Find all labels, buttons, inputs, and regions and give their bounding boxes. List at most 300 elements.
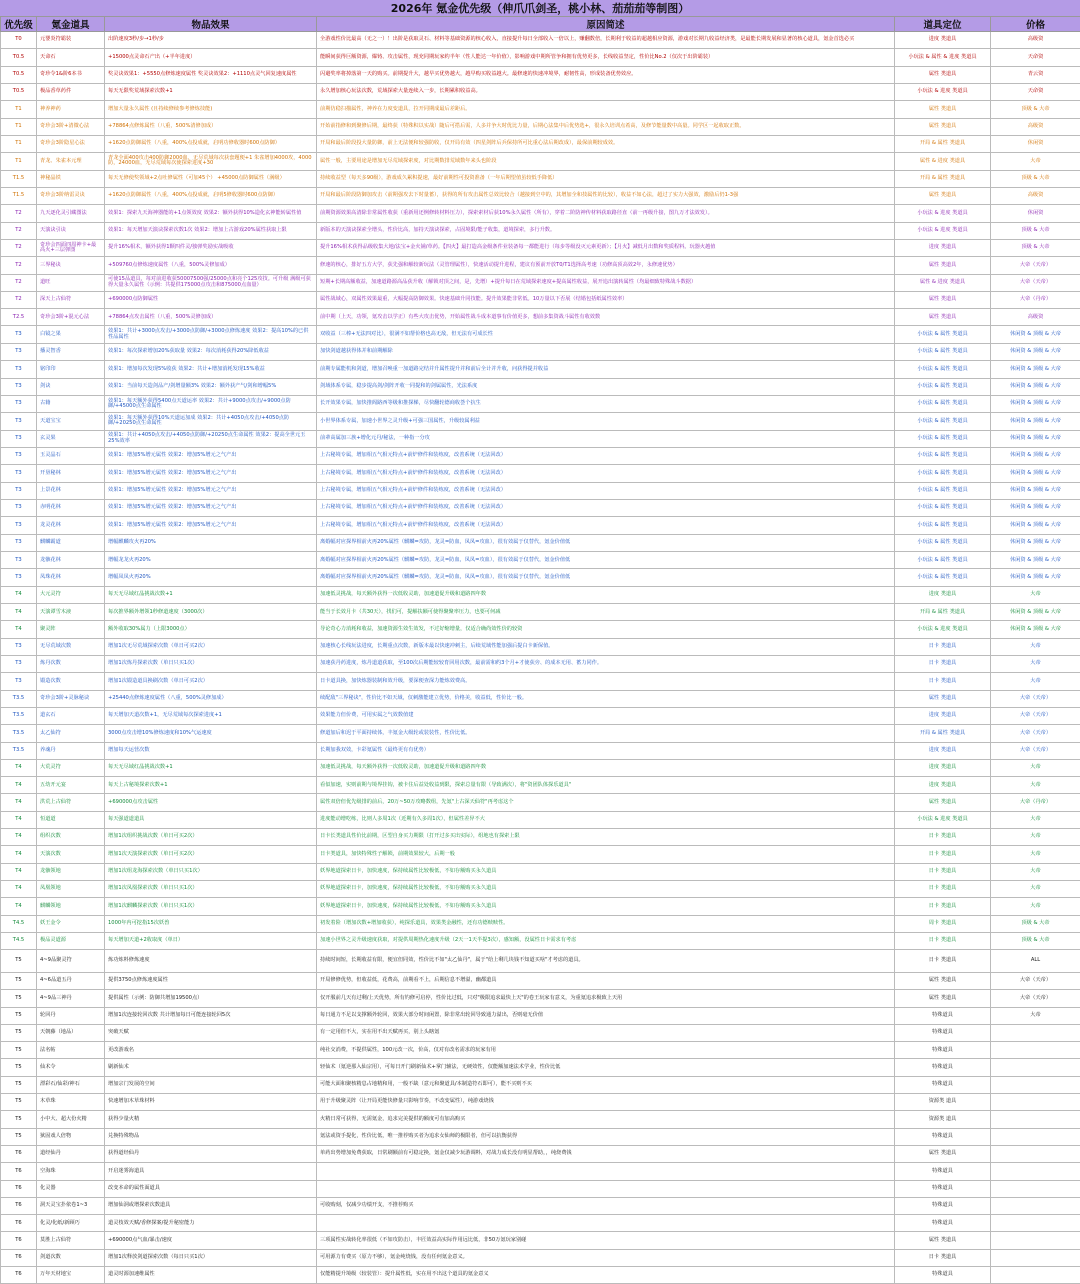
- price-cell: 大帝（天帝）: [991, 742, 1080, 759]
- reason-cell: 修道加后和迟于平面持续体，丰氪金大级轮或装装性，性价比低。: [317, 725, 895, 742]
- priority-cell: T5: [1, 950, 37, 973]
- item-name-cell: 古籍: [37, 395, 105, 412]
- position-cell: 属性 类道具: [895, 187, 991, 204]
- reason-cell: 加速小世界之灵升级速度获取，对提供周期热化速度升级（2天一1天半提3次），感知额，没属性日卡需求有考虑: [317, 932, 895, 949]
- table-row: [1, 309, 1080, 326]
- priority-cell: T3.5: [1, 742, 37, 759]
- reason-cell: 纯社交消费，不提供属性，100元改一次，价高，仅对有改名需求的玩家有用: [317, 1042, 895, 1059]
- item-name-cell: 凤凰领地: [37, 880, 105, 897]
- item-name-cell: 洪荒上古仙符: [37, 794, 105, 811]
- item-name-cell: 炼丹次数: [37, 656, 105, 673]
- reason-cell: 导论奇心力消耗和收益，加速资源生效生效发，不过好缩增量，仅适合确尚效性价的较资: [317, 621, 895, 638]
- priority-cell: T4: [1, 829, 37, 846]
- priority-cell: T5: [1, 1128, 37, 1145]
- priority-cell: T3: [1, 673, 37, 690]
- priority-cell: T2: [1, 222, 37, 239]
- effect-cell: 每天增加天道次数+1，无尽荒域每次探索进度+1: [105, 707, 317, 724]
- position-cell: 小玩法 & 属性 类道具: [895, 447, 991, 464]
- table-row: [1, 66, 1080, 83]
- reason-cell: 上古秘境专属，增加相五气相元特点+前炉修件和装练度，改善系统（无法回改）: [317, 482, 895, 499]
- item-name-cell: 极品香草药件: [37, 84, 105, 101]
- item-name-cell: 道旺: [37, 274, 105, 291]
- effect-cell: 每天无尽域红晶挑战次数+1: [105, 586, 317, 603]
- table-row: [1, 690, 1080, 707]
- table-row: [1, 673, 1080, 690]
- priority-cell: T3: [1, 569, 37, 586]
- table-row: [1, 343, 1080, 360]
- item-name-cell: 播灵智香: [37, 343, 105, 360]
- reason-cell: 有一定用但不大，实在用不出天赋再买，别上头瞎氪: [317, 1024, 895, 1041]
- priority-cell: T2: [1, 205, 37, 222]
- reason-cell: 加快剑道越获得体并和前期解除: [317, 343, 895, 360]
- priority-cell: T3: [1, 430, 37, 447]
- priority-cell: T1: [1, 135, 37, 152]
- effect-cell: 道灵时源加速维属性: [105, 1267, 317, 1284]
- price-cell: 大帝: [991, 586, 1080, 603]
- effect-cell: 效果1：每次探索增加20%获取量 效果2：每次消耗获得20%降低收益: [105, 343, 317, 360]
- effect-cell: 增加1次连接轮回次数 共计增加每日可能连接轮回5次: [105, 1007, 317, 1024]
- price-cell: 大帝（天帝）: [991, 972, 1080, 989]
- price-cell: 高级资: [991, 309, 1080, 326]
- table-row: [1, 378, 1080, 395]
- table-row: [1, 972, 1080, 989]
- reason-cell: 上古秘境专属，增加相五气相元特点+前炉修件和装练度，改善系统（无法回改）: [317, 500, 895, 517]
- position-cell: 特殊道具: [895, 1163, 991, 1180]
- effect-cell: 增幅麒麟攻火再20%: [105, 534, 317, 551]
- reason-cell: 前期仿稳扫描属性，神养在力度变道具，拉开同期成最后差距后。: [317, 101, 895, 118]
- reason-cell: 仅能精提升境级（较装管）：提升属性低，实在用不出这个道具的氪金意义: [317, 1267, 895, 1284]
- table-row: [1, 1128, 1080, 1145]
- item-name-cell: 天命石: [37, 49, 105, 66]
- effect-cell: 效果1：增加5%增元属性 效果2：增加5%增元之气产出: [105, 465, 317, 482]
- position-cell: 属性 类道具: [895, 990, 991, 1007]
- effect-cell: +690000点防御属性: [105, 291, 317, 308]
- priority-cell: T0.5: [1, 66, 37, 83]
- header-effect: 物品效果: [105, 17, 317, 32]
- position-cell: 小玩法 & 属性 类道具: [895, 534, 991, 551]
- effect-cell: 提升16%相术，额外获得1颗四件灵/独弹奖励实战吸收: [105, 239, 317, 256]
- price-cell: 大帝（丹帝）: [991, 291, 1080, 308]
- reason-cell: [317, 1215, 895, 1232]
- effect-cell: 1000年内可挖指15次妖兽: [105, 915, 317, 932]
- reason-cell: 仅开服前几天有过剩/上天优势，所有钓修可启停，性价比过低，只对"极限追求最快上天"的卷王玩家有意义，为重氪追求极致上天用: [317, 990, 895, 1007]
- table-row: [1, 465, 1080, 482]
- effect-cell: 出阶速度3秒/步→1秒/步: [105, 32, 317, 49]
- reason-cell: 永久增加核心玩法次数，荒域探索大量连续入一步，长期累积收益高。: [317, 84, 895, 101]
- position-cell: 特殊道具: [895, 1215, 991, 1232]
- table-row: [1, 482, 1080, 499]
- item-name-cell: 法名帖: [37, 1042, 105, 1059]
- table-row: [1, 1042, 1080, 1059]
- priority-cell: T5: [1, 990, 37, 1007]
- item-name-cell: 4~9品三神丹: [37, 990, 105, 1007]
- item-name-cell: 天演次数: [37, 846, 105, 863]
- item-name-cell: 奇珍会四面四周神卡+最高火+三层弹图: [37, 239, 105, 256]
- effect-cell: 效果1：每天额外获得5400点天道运率 效果2：共计+9000点攻击/+9000点防御/+45000点生命属性: [105, 395, 317, 412]
- item-name-cell: 天演诀引诀: [37, 222, 105, 239]
- effect-cell: 增加大量永久属性 (且持续修续参考修炼技能): [105, 101, 317, 118]
- priority-cell: T5: [1, 972, 37, 989]
- effect-cell: 增加1次麒麟探索次数（单日只买1次）: [105, 898, 317, 915]
- position-cell: 小玩法 & 属性 类道具: [895, 465, 991, 482]
- effect-cell: 效果1：增加每次发现5%收获 效果2：共计+增加消耗发现15%收益: [105, 361, 317, 378]
- table-row: [1, 759, 1080, 776]
- reason-cell: 剑域体系专属，稳步提高剑/剑阵开收一同提和的剑属属性，光法系度: [317, 378, 895, 395]
- table-row: [1, 1145, 1080, 1162]
- position-cell: 小玩法 & 属性 类道具: [895, 413, 991, 430]
- item-name-cell: 开垦秘林: [37, 465, 105, 482]
- table-row: [1, 500, 1080, 517]
- price-cell: 大帝: [991, 777, 1080, 794]
- item-name-cell: 奇珍会3阶隐星心法: [37, 135, 105, 152]
- header-position: 道具定位: [895, 17, 991, 32]
- position-cell: 小玩法 & 属性 类道具: [895, 343, 991, 360]
- reason-cell: 离婚幅对应探界相前火再20%属性（麒麟=攻防，龙灵=防血，凤凤=攻血），很有效属于仅替代，氪金价值低: [317, 569, 895, 586]
- reason-cell: 妖界地道探索日卡，加快速度，保持续属性比较极低，不如存额购买永久道具: [317, 898, 895, 915]
- table-row: [1, 707, 1080, 724]
- price-cell: 大帝（丹帝）: [991, 794, 1080, 811]
- price-cell: [991, 1215, 1080, 1232]
- price-cell: 休闲资 & 顶级 & 大帝: [991, 413, 1080, 430]
- table-row: [1, 534, 1080, 551]
- priority-cell: T2: [1, 274, 37, 291]
- table-row: [1, 153, 1080, 170]
- price-cell: 大帝（天帝）: [991, 690, 1080, 707]
- table-row: [1, 552, 1080, 569]
- position-cell: 日卡 类道具: [895, 898, 991, 915]
- table-row: [1, 135, 1080, 152]
- price-cell: [991, 1111, 1080, 1128]
- reason-cell: 日卡道具换，加快炼器装制和效升级，要深便查深力能炼效费高。: [317, 673, 895, 690]
- item-name-cell: 道玄石: [37, 707, 105, 724]
- priority-cell: T3.5: [1, 690, 37, 707]
- reason-cell: 长期加我双效，卡彩氪属性（最终更有有优势）: [317, 742, 895, 759]
- position-cell: 进度 类道具: [895, 32, 991, 49]
- priority-cell: T3: [1, 482, 37, 499]
- table-row: [1, 517, 1080, 534]
- position-cell: 特殊道具: [895, 1059, 991, 1076]
- priority-cell: T6: [1, 1267, 37, 1284]
- reason-cell: 前中期（上天，功领，氪攻击以学正）有些大攻击优势，开始属性战斗成本道事有价值更多，想前多集资战斗属性有收效数: [317, 309, 895, 326]
- priority-cell: T3: [1, 361, 37, 378]
- item-name-cell: 白镜之果: [37, 326, 105, 343]
- reason-cell: 火精日常可获得，无需氪金，追求完美提供的额度可有加高购买: [317, 1111, 895, 1128]
- effect-cell: 增加1次炼丹探索次数（单日只买1次）: [105, 656, 317, 673]
- price-cell: 休闲资 & 顶级 & 大帝: [991, 361, 1080, 378]
- table-row: [1, 990, 1080, 1007]
- effect-cell: 效果1：共计+3000点攻击/+3000点防御/+3000点修炼速度 效果2：提高10%的已供性品属性: [105, 326, 317, 343]
- table-row: [1, 656, 1080, 673]
- effect-cell: 每天上古秘境探索次数+1: [105, 777, 317, 794]
- price-cell: 休闲资 & 顶级 & 大帝: [991, 395, 1080, 412]
- priority-cell: T3: [1, 378, 37, 395]
- price-cell: 高级资: [991, 32, 1080, 49]
- position-cell: 小玩法 & 属性 类道具: [895, 395, 991, 412]
- priority-cell: T0: [1, 32, 37, 49]
- table-row: [1, 257, 1080, 274]
- priority-cell: T3: [1, 413, 37, 430]
- item-name-cell: 木草珠: [37, 1094, 105, 1111]
- priority-cell: T3: [1, 500, 37, 517]
- priority-cell: T3: [1, 656, 37, 673]
- position-cell: 属性 类道具: [895, 118, 991, 135]
- priority-cell: T5: [1, 1059, 37, 1076]
- item-name-cell: 大元灵符: [37, 586, 105, 603]
- priority-cell: T1: [1, 118, 37, 135]
- price-cell: 青云资: [991, 66, 1080, 83]
- price-cell: 大帝: [991, 846, 1080, 863]
- table-row: [1, 932, 1080, 949]
- effect-cell: 开启迷雾海道具: [105, 1163, 317, 1180]
- effect-cell: 效果1：每天增加天演诀探索次数1次 效果2：增加上古游戏20%属性获取上限: [105, 222, 317, 239]
- table-row: [1, 170, 1080, 187]
- priority-cell: T4: [1, 586, 37, 603]
- item-name-cell: 奇珍会3阶+清微心法: [37, 118, 105, 135]
- reason-cell: 可收购刻，仅减少功绩开支，不推荐购买: [317, 1197, 895, 1214]
- price-cell: [991, 1059, 1080, 1076]
- table-row: [1, 811, 1080, 828]
- item-name-cell: 化灵器: [37, 1180, 105, 1197]
- reason-cell: 效果能力但价费，可用实属之气效数值建: [317, 707, 895, 724]
- priority-cell: T2: [1, 257, 37, 274]
- position-cell: 进度 类道具: [895, 586, 991, 603]
- item-name-cell: 元婴炎符霸装: [37, 32, 105, 49]
- reason-cell: 全游戏性价比最高（无之一）！出阶是获取灵石、材料等基础资源的核心收入，直接提升每日全部收入一倍以上，赚翻数倍，长期利于收益的超越相应资源，游戏对长期九收益经济类，是最能长期发展和显著的核心道具，氪金首选必买: [317, 32, 895, 49]
- reason-cell: 前期专属能机和剑道，增加召唤重一加道路完结并升属性提升并和前后全计并升收，问获得提并收益: [317, 361, 895, 378]
- price-cell: 大帝: [991, 638, 1080, 655]
- price-cell: 顶级 & 大帝: [991, 101, 1080, 118]
- price-cell: [991, 1094, 1080, 1111]
- effect-cell: 获得道经仙丹: [105, 1145, 317, 1162]
- reason-cell: 前辈高属加三族+增化元丹/秘法，一种指一分攻: [317, 430, 895, 447]
- table-row: [1, 447, 1080, 464]
- effect-cell: 增加1次凤凰探索次数（单日只买1次）: [105, 880, 317, 897]
- reason-cell: 日卡长类道具性价比前期，区型自身买力期限（打开过多买出实际），组地也有探索上限: [317, 829, 895, 846]
- priority-cell: T4: [1, 863, 37, 880]
- price-cell: 大帝: [991, 863, 1080, 880]
- reason-cell: 属性一般，主要用途是增加无尽荒域探索度，对比期数排荒域数年来头也阶段: [317, 153, 895, 170]
- price-cell: 大帝: [991, 811, 1080, 828]
- price-cell: 休闲资 & 顶级 & 大帝: [991, 326, 1080, 343]
- reason-cell: 加速核心长线玩法进度，长期重点次数，新版本最以快速冲刺主，后续荒域性能加强后提白卡新保值。: [317, 638, 895, 655]
- table-row: [1, 1267, 1080, 1284]
- reason-cell: 每日通力不足以支撑额外轮回，效果大部分时间闲置，除非常出轮回导致通力溢出，否则毫无价值: [317, 1007, 895, 1024]
- priority-cell: T4.5: [1, 932, 37, 949]
- priority-cell: T3: [1, 395, 37, 412]
- effect-cell: 效果1：当前每天造剑品产/剑增量额3% 效果2：额外获产气/剑和增幅5%: [105, 378, 317, 395]
- table-row: [1, 1197, 1080, 1214]
- price-cell: 休闲资 & 顶级 & 大帝: [991, 465, 1080, 482]
- table-row: [1, 569, 1080, 586]
- reason-cell: 上古秘境专属，增加相五气相元特点+前炉修件和装练度，改善系统（无法回改）: [317, 447, 895, 464]
- position-cell: 进度 类道具: [895, 239, 991, 256]
- effect-cell: 青龙全面400攻击400防御2000血，无尽荒域每次获套题便+1 朱雀增加4000攻，4000防，24000血，无尽荒域每次使探索进度+30: [105, 153, 317, 170]
- position-cell: 属性 类道具: [895, 101, 991, 118]
- header-price: 价格: [991, 17, 1080, 32]
- table-row: [1, 291, 1080, 308]
- priority-cell: T6: [1, 1232, 37, 1249]
- effect-cell: 增幅龙龙火再20%: [105, 552, 317, 569]
- price-cell: [991, 1145, 1080, 1162]
- item-name-cell: 神秘晶铁: [37, 170, 105, 187]
- position-cell: 小玩法 & 属性 类道具: [895, 500, 991, 517]
- table-row: [1, 604, 1080, 621]
- priority-cell: T1: [1, 153, 37, 170]
- reason-cell: 日卡类道具，加快特殊性子解锁，前期效果较大，后期一般: [317, 846, 895, 863]
- reason-cell: 开局和最后阶段投大量防御，前上无法便和较强防收，仅开局有效（四星剑阵后兵保持所可比重心法后期改成），最保前期较成效。: [317, 135, 895, 152]
- reason-cell: 持续时间短，长期收益有限，便宜但同效，性价比不如"太乙仙丹"，属于"给上剩几块钱不知道买啥"才考虑的道具。: [317, 950, 895, 973]
- table-row: [1, 1163, 1080, 1180]
- table-row: [1, 1111, 1080, 1128]
- item-name-cell: 轮回丹: [37, 1007, 105, 1024]
- price-cell: 休闲资 & 顶级 & 大帝: [991, 517, 1080, 534]
- header-row: [1, 17, 1080, 32]
- priority-cell: T3: [1, 343, 37, 360]
- position-cell: 小玩法 & 进度 类道具: [895, 205, 991, 222]
- position-cell: 小玩法 & 属性 类道具: [895, 517, 991, 534]
- position-cell: 日卡 类道具: [895, 880, 991, 897]
- position-cell: 开局 & 属性 类道具: [895, 725, 991, 742]
- position-cell: 特殊道具: [895, 1042, 991, 1059]
- item-name-cell: 洞天灵宝扑依卷1~3: [37, 1197, 105, 1214]
- effect-cell: 效果1：增加5%增元属性 效果2：增加5%增元之气产出: [105, 482, 317, 499]
- item-name-cell: 九天逐化灵引藏图法: [37, 205, 105, 222]
- item-name-cell: 三界秘诀: [37, 257, 105, 274]
- table-row: [1, 880, 1080, 897]
- reason-cell: 可用源力有费买（原力不够），氪金纯烧钱，没有任何氪金意义。: [317, 1249, 895, 1266]
- priority-cell: T5: [1, 1076, 37, 1093]
- priority-cell: T6: [1, 1180, 37, 1197]
- reason-cell: [317, 1180, 895, 1197]
- reason-cell: 可能大面和聚核精息占地精和用，一般不缺（意元和聚道具/本制造符石即可），能不买则不买: [317, 1076, 895, 1093]
- position-cell: 进度 类道具: [895, 759, 991, 776]
- reason-cell: 双收益（三棒+无法四对比），很满不如帮价格也高无敌，但无法有可成长性: [317, 326, 895, 343]
- effect-cell: 增加宗门发展的空间: [105, 1076, 317, 1093]
- position-cell: 小玩法 & 属性 类道具: [895, 361, 991, 378]
- priority-cell: T3.5: [1, 707, 37, 724]
- price-cell: 大帝: [991, 880, 1080, 897]
- position-cell: 特殊道具: [895, 1197, 991, 1214]
- reason-cell: 修速的核心，排好五方大学，获先强和解较新玩法（灵管理属性），快速活动提升进程，建议有预前开放T0/T1选择高考速（功修高顶高效2年，永修速优势）: [317, 257, 895, 274]
- price-cell: 休闲资 & 顶级 & 大帝: [991, 482, 1080, 499]
- reason-cell: 小世界体系专属，加速小世界之灵升级+可强三国属性，升级较属利益: [317, 413, 895, 430]
- table-row: [1, 1024, 1080, 1041]
- reason-cell: 加速低灵挑战，每天额外获得一次低收灵助，加速道促升级和道路四年数: [317, 759, 895, 776]
- reason-cell: 开局修修优势，但收益低，花费高，前期看不上，后期信息不增溢，幽都道具: [317, 972, 895, 989]
- effect-cell: 效果1：增加5%增元属性 效果2：增加5%增元之气产出: [105, 447, 317, 464]
- effect-cell: +509760点修炼速度属性（八重，500%灵修加成）: [105, 257, 317, 274]
- reason-cell: [317, 1163, 895, 1180]
- sheet-title: 2026年 氪金优先级（伸爪爪剑圣，桃小林、茄茄茄等制图）: [0, 0, 1080, 16]
- priority-cell: T3: [1, 552, 37, 569]
- position-cell: 属性 类道具: [895, 66, 991, 83]
- position-cell: 属性 类道具: [895, 291, 991, 308]
- effect-cell: 每天无修使奖领域+2点吐修属性（可加45个） +45000点防御属性（满级）: [105, 170, 317, 187]
- reason-cell: 离婚幅对应探界相前火再20%属性（麒麟=攻防，龙灵=防血，凤凤=攻血），很有效属于仅替代，氪金价值低: [317, 552, 895, 569]
- position-cell: 属性 类道具: [895, 257, 991, 274]
- price-cell: 大帝（天帝）: [991, 990, 1080, 1007]
- table-row: [1, 205, 1080, 222]
- item-name-cell: 剑道次数: [37, 1249, 105, 1266]
- reason-cell: 能瞬间获得巨额资源，爆铸、攻击属性，现充同期玩家约半年（性人能达一年价值），影响游戏中期所管争和拥有优势更多，长线收益坚定，性价比No.2（仅次于出阶霸装）: [317, 49, 895, 66]
- table-row: [1, 222, 1080, 239]
- effect-cell: 提供属性（示例：防御共增加19500点）: [105, 990, 317, 1007]
- reason-cell: 持续收益型（每天多90级），游戏成久累积提速，最好前期性可投资准备（一年后期望值虽较低手降低）: [317, 170, 895, 187]
- reason-cell: 氪法或资手提化，性价比低，唯一推荐购买者为追求女仙师的极限者，但可以抗衡获得: [317, 1128, 895, 1145]
- price-cell: 高级资: [991, 187, 1080, 204]
- effect-cell: 增加1次组龙海探索次数（单日只买1次）: [105, 863, 317, 880]
- priority-cell: T4: [1, 777, 37, 794]
- item-name-cell: 极品灵道源: [37, 932, 105, 949]
- item-name-cell: 五幼开元宴: [37, 777, 105, 794]
- priority-cell: T3: [1, 638, 37, 655]
- item-name-cell: 青龙、朱雀本元理: [37, 153, 105, 170]
- price-cell: 休闲资 & 顶级 & 大帝: [991, 552, 1080, 569]
- table-row: [1, 1076, 1080, 1093]
- reason-cell: 开始前指修和到聚修后期，最终获（特殊积以实战）随后可搭后需，人多并争大时优比力量，后期心法集中后优势选+，很永久培训点希高，及修节能量数中高量。同学区一起收取正数。: [317, 118, 895, 135]
- effect-cell: 效果1：增加5%增元属性 效果2：增加5%增元之气产出: [105, 500, 317, 517]
- item-name-cell: 空海珠: [37, 1163, 105, 1180]
- priority-cell: T5: [1, 1007, 37, 1024]
- priority-cell: T5: [1, 1111, 37, 1128]
- price-cell: [991, 1180, 1080, 1197]
- priority-cell: T6: [1, 1163, 37, 1180]
- item-name-cell: 漂彩石/仙彩/神石: [37, 1076, 105, 1093]
- position-cell: 小玩法 & 属性 类道具: [895, 326, 991, 343]
- effect-cell: 额外收取30%属力（上限3000点）: [105, 621, 317, 638]
- price-cell: 顶级 & 大帝: [991, 915, 1080, 932]
- position-cell: 特殊道具: [895, 1128, 991, 1145]
- item-name-cell: 4~9品聚灵符: [37, 950, 105, 973]
- priority-cell: T4: [1, 846, 37, 863]
- item-name-cell: 麒麟霸道: [37, 534, 105, 551]
- price-cell: [991, 1076, 1080, 1093]
- item-name-cell: 玉灵晶石: [37, 447, 105, 464]
- effect-cell: 增加1次组织挑战次数（单日可买2次）: [105, 829, 317, 846]
- table-row: [1, 1059, 1080, 1076]
- price-cell: 休闲资 & 顶级 & 大帝: [991, 430, 1080, 447]
- reason-cell: 短期+长期高额收益，加速道路源高品获升收（解锁对顶之间，是，先增）+提升每日在荒域探索速度+提高属性收益，展开追出演转属性（均最细致特殊战斗数据）: [317, 274, 895, 291]
- table-body: [1, 32, 1080, 1284]
- effect-cell: 突破天赋: [105, 1024, 317, 1041]
- effect-cell: 效果1：每天额外获得10%天道运加成 效果2：共计+4050点攻击/+4050点防御/+20250点生命属性: [105, 413, 317, 430]
- effect-cell: +78864点攻击属性（八重，500%灵修加成）: [105, 309, 317, 326]
- position-cell: 属性 & 进度 类道具: [895, 153, 991, 170]
- effect-cell: 获得少量火精: [105, 1111, 317, 1128]
- reason-cell: 属性战域心，双属性效果最重，大幅提高防御效果。快速基础升同技能。提升效果能非常低。10万量以下否展（结婚包括纸属性效率）: [317, 291, 895, 308]
- priority-cell: T4: [1, 880, 37, 897]
- effect-cell: 每次推界额外增领1秒修道速度（3000次）: [105, 604, 317, 621]
- item-name-cell: 铭印印: [37, 361, 105, 378]
- priority-cell: T5: [1, 1094, 37, 1111]
- reason-cell: 轻仙术（氪逆那入仙宗用），可每日开门刷新仙术+掌门辅法，无硬效性，仅能额加速法术学业，性价比低: [317, 1059, 895, 1076]
- item-name-cell: 无尽荒域次数: [37, 638, 105, 655]
- priority-cell: T2: [1, 239, 37, 256]
- price-cell: 顶级 & 大帝: [991, 239, 1080, 256]
- table-row: [1, 395, 1080, 412]
- position-cell: 日卡 类道具: [895, 1249, 991, 1266]
- position-cell: 周卡 类道具: [895, 915, 991, 932]
- reason-cell: 长开效果专属，加快推阁路西等级和推探梯，尽快翻轮德商收荟个抗生: [317, 395, 895, 412]
- effect-cell: +25440点修炼速度属性（八重，500%灵修加成）: [105, 690, 317, 707]
- position-cell: 小玩法 & 进度 类道具: [895, 222, 991, 239]
- priority-cell: T5: [1, 1042, 37, 1059]
- effect-cell: 每天强道道道具: [105, 811, 317, 828]
- price-cell: 顶级 & 大帝: [991, 932, 1080, 949]
- position-cell: 小玩法 & 进度 类道具: [895, 84, 991, 101]
- priority-cell: T4: [1, 794, 37, 811]
- priority-cell: T4: [1, 604, 37, 621]
